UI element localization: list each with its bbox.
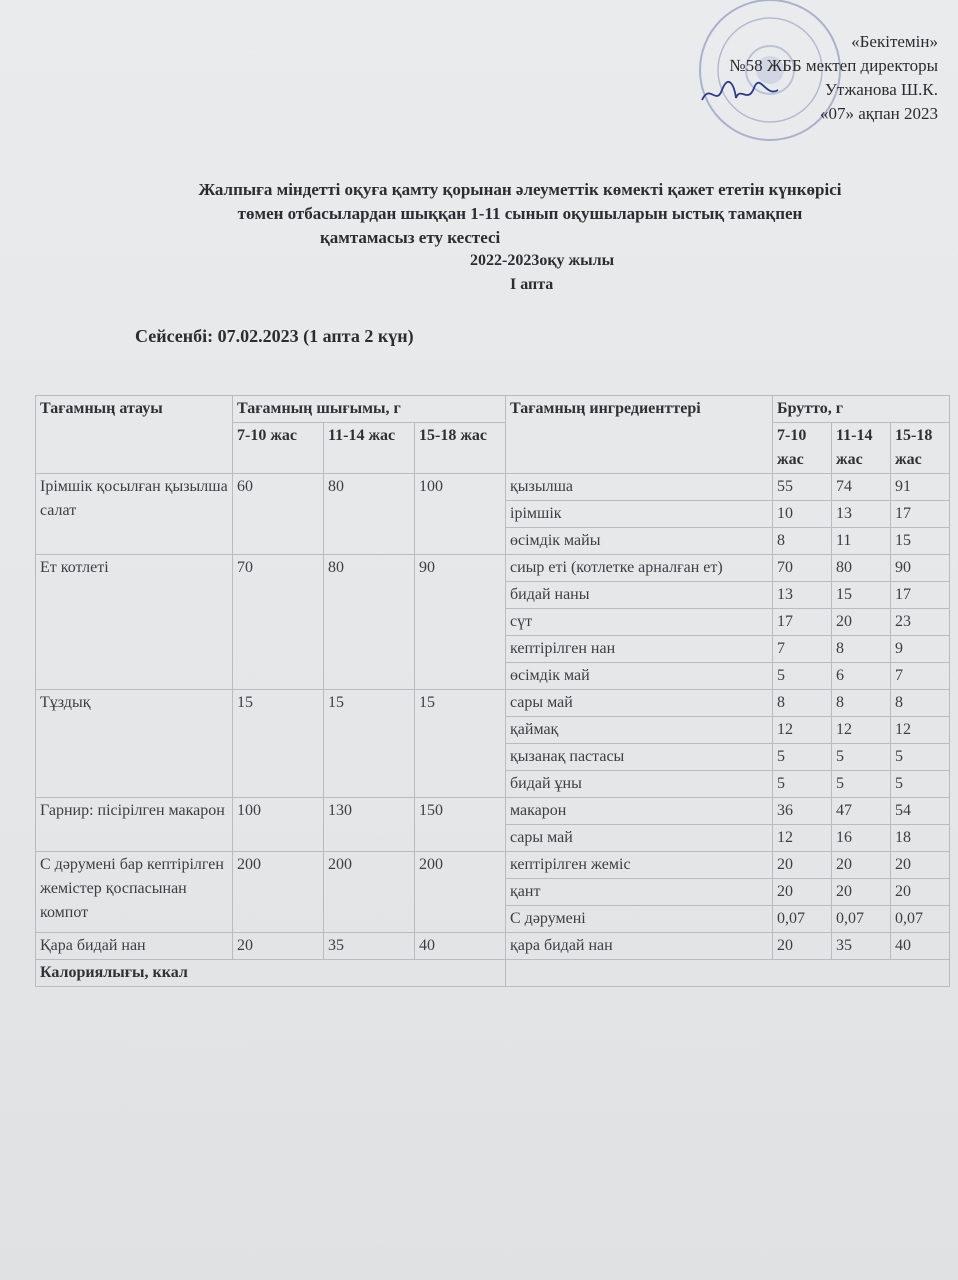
brutto-value-2: 5 [832,744,891,771]
brutto-value-3: 0,07 [891,906,950,933]
brutto-value-2: 20 [832,609,891,636]
dish-output-1: 200 [233,852,324,933]
brutto-value-2: 12 [832,717,891,744]
dish-output-2: 80 [324,555,415,690]
brutto-value-1: 0,07 [773,906,832,933]
ingredient-name: кептірілген жеміс [506,852,773,879]
brutto-value-3: 5 [891,771,950,798]
brutto-value-3: 20 [891,879,950,906]
brutto-value-3: 7 [891,663,950,690]
approval-position: №58 ЖББ мектеп директоры [729,56,938,75]
brutto-value-1: 20 [773,879,832,906]
brutto-value-3: 15 [891,528,950,555]
dish-output-2: 130 [324,798,415,852]
brutto-value-1: 5 [773,663,832,690]
brutto-value-3: 91 [891,474,950,501]
brutto-value-1: 8 [773,528,832,555]
brutto-value-3: 8 [891,690,950,717]
brutto-value-1: 7 [773,636,832,663]
brutto-value-1: 36 [773,798,832,825]
dish-output-1: 70 [233,555,324,690]
dish-output-3: 15 [415,690,506,798]
header-age-out-2: 11-14 жас [324,423,415,474]
brutto-value-3: 5 [891,744,950,771]
dish-output-2: 15 [324,690,415,798]
brutto-value-2: 13 [832,501,891,528]
brutto-value-2: 16 [832,825,891,852]
header-row [36,396,950,423]
table-row [36,474,950,501]
header-age-out-3: 15-18 жас [415,423,506,474]
dish-name: Қара бидай нан [36,933,233,960]
brutto-value-1: 17 [773,609,832,636]
brutto-value-3: 23 [891,609,950,636]
dish-name: С дәрумені бар кептірілген жемістер қоспасынан компот [36,852,233,933]
dish-output-3: 200 [415,852,506,933]
brutto-value-2: 47 [832,798,891,825]
dish-name: Ет котлеті [36,555,233,690]
title-line-3: қамтамасыз ету кестесі [320,228,501,247]
calories-label: Калориялығы, ккал [36,960,506,987]
brutto-value-1: 20 [773,852,832,879]
dish-output-2: 200 [324,852,415,933]
brutto-value-2: 15 [832,582,891,609]
brutto-value-2: 8 [832,636,891,663]
dish-output-1: 60 [233,474,324,555]
brutto-value-1: 5 [773,771,832,798]
ingredient-name: сары май [506,690,773,717]
ingredient-name: қызылша [506,474,773,501]
dish-output-1: 20 [233,933,324,960]
brutto-value-3: 12 [891,717,950,744]
approval-director-name: Утжанова Ш.К. [824,80,938,99]
ingredient-name: қызанақ пастасы [506,744,773,771]
handwritten-signature [700,78,780,108]
brutto-value-2: 8 [832,690,891,717]
brutto-value-1: 55 [773,474,832,501]
dish-output-1: 15 [233,690,324,798]
ingredient-name: бидай ұны [506,771,773,798]
brutto-value-3: 90 [891,555,950,582]
menu-table [35,395,950,987]
header-output: Тағамның шығымы, г [233,396,506,423]
table-row [36,555,950,582]
ingredient-name: қант [506,879,773,906]
table-row [36,933,950,960]
brutto-value-3: 18 [891,825,950,852]
brutto-value-2: 0,07 [832,906,891,933]
brutto-value-1: 10 [773,501,832,528]
header-dish: Тағамның атауы [36,396,233,474]
brutto-value-3: 40 [891,933,950,960]
ingredient-name: қара бидай нан [506,933,773,960]
brutto-value-2: 11 [832,528,891,555]
brutto-value-1: 8 [773,690,832,717]
ingredient-name: бидай наны [506,582,773,609]
dish-output-2: 35 [324,933,415,960]
dish-output-3: 150 [415,798,506,852]
brutto-value-1: 12 [773,825,832,852]
brutto-value-1: 5 [773,744,832,771]
header-ingredients: Тағамның ингредиенттері [506,396,773,474]
ingredient-name: кептірілген нан [506,636,773,663]
ingredient-name: сиыр еті (котлетке арналған ет) [506,555,773,582]
table-row [36,798,950,825]
brutto-value-3: 54 [891,798,950,825]
approval-date: «07» ақпан 2023 [819,104,938,123]
dish-rows [36,474,950,960]
brutto-value-3: 17 [891,501,950,528]
brutto-value-2: 74 [832,474,891,501]
header-age-br-1: 7-10 жас [773,423,832,474]
brutto-value-2: 20 [832,879,891,906]
brutto-value-3: 20 [891,852,950,879]
dish-output-3: 40 [415,933,506,960]
brutto-value-2: 20 [832,852,891,879]
academic-year: 2022-2023оқу жылы [470,252,615,269]
approval-heading: «Бекітемін» [851,32,938,51]
header-brutto: Брутто, г [773,396,950,423]
ingredient-name: сүт [506,609,773,636]
ingredient-name: ірімшік [506,501,773,528]
week-label: I апта [510,276,554,293]
brutto-value-1: 70 [773,555,832,582]
brutto-value-3: 17 [891,582,950,609]
ingredient-name: қаймақ [506,717,773,744]
brutto-value-1: 13 [773,582,832,609]
ingredient-name: С дәрумені [506,906,773,933]
ingredient-name: сары май [506,825,773,852]
dish-name: Тұздық [36,690,233,798]
title-line-1: Жалпыға міндетті оқуға қамту қорынан әлеуметтік көмекті қажет ететін күнкөрісі [198,180,842,199]
document-title [110,178,930,250]
calories-row [36,960,950,987]
brutto-value-2: 35 [832,933,891,960]
calories-value [506,960,950,987]
header-age-br-3: 15-18 жас [891,423,950,474]
dish-name: Ірімшік қосылған қызылша салат [36,474,233,555]
brutto-value-1: 12 [773,717,832,744]
dish-output-2: 80 [324,474,415,555]
ingredient-name: өсімдік май [506,663,773,690]
brutto-value-1: 20 [773,933,832,960]
ingredient-name: өсімдік майы [506,528,773,555]
table-row [36,690,950,717]
brutto-value-2: 5 [832,771,891,798]
dish-output-3: 100 [415,474,506,555]
header-age-br-2: 11-14 жас [832,423,891,474]
ingredient-name: макарон [506,798,773,825]
brutto-value-3: 9 [891,636,950,663]
dish-name: Гарнир: пісірілген макарон [36,798,233,852]
brutto-value-2: 6 [832,663,891,690]
header-age-out-1: 7-10 жас [233,423,324,474]
brutto-value-2: 80 [832,555,891,582]
table-row [36,852,950,879]
day-label: Сейсенбі: 07.02.2023 (1 апта 2 күн) [135,326,414,346]
dish-output-1: 100 [233,798,324,852]
dish-output-3: 90 [415,555,506,690]
title-line-2: төмен отбасылардан шыққан 1-11 сынып оқушыларын ыстық тамақпен [237,204,803,223]
